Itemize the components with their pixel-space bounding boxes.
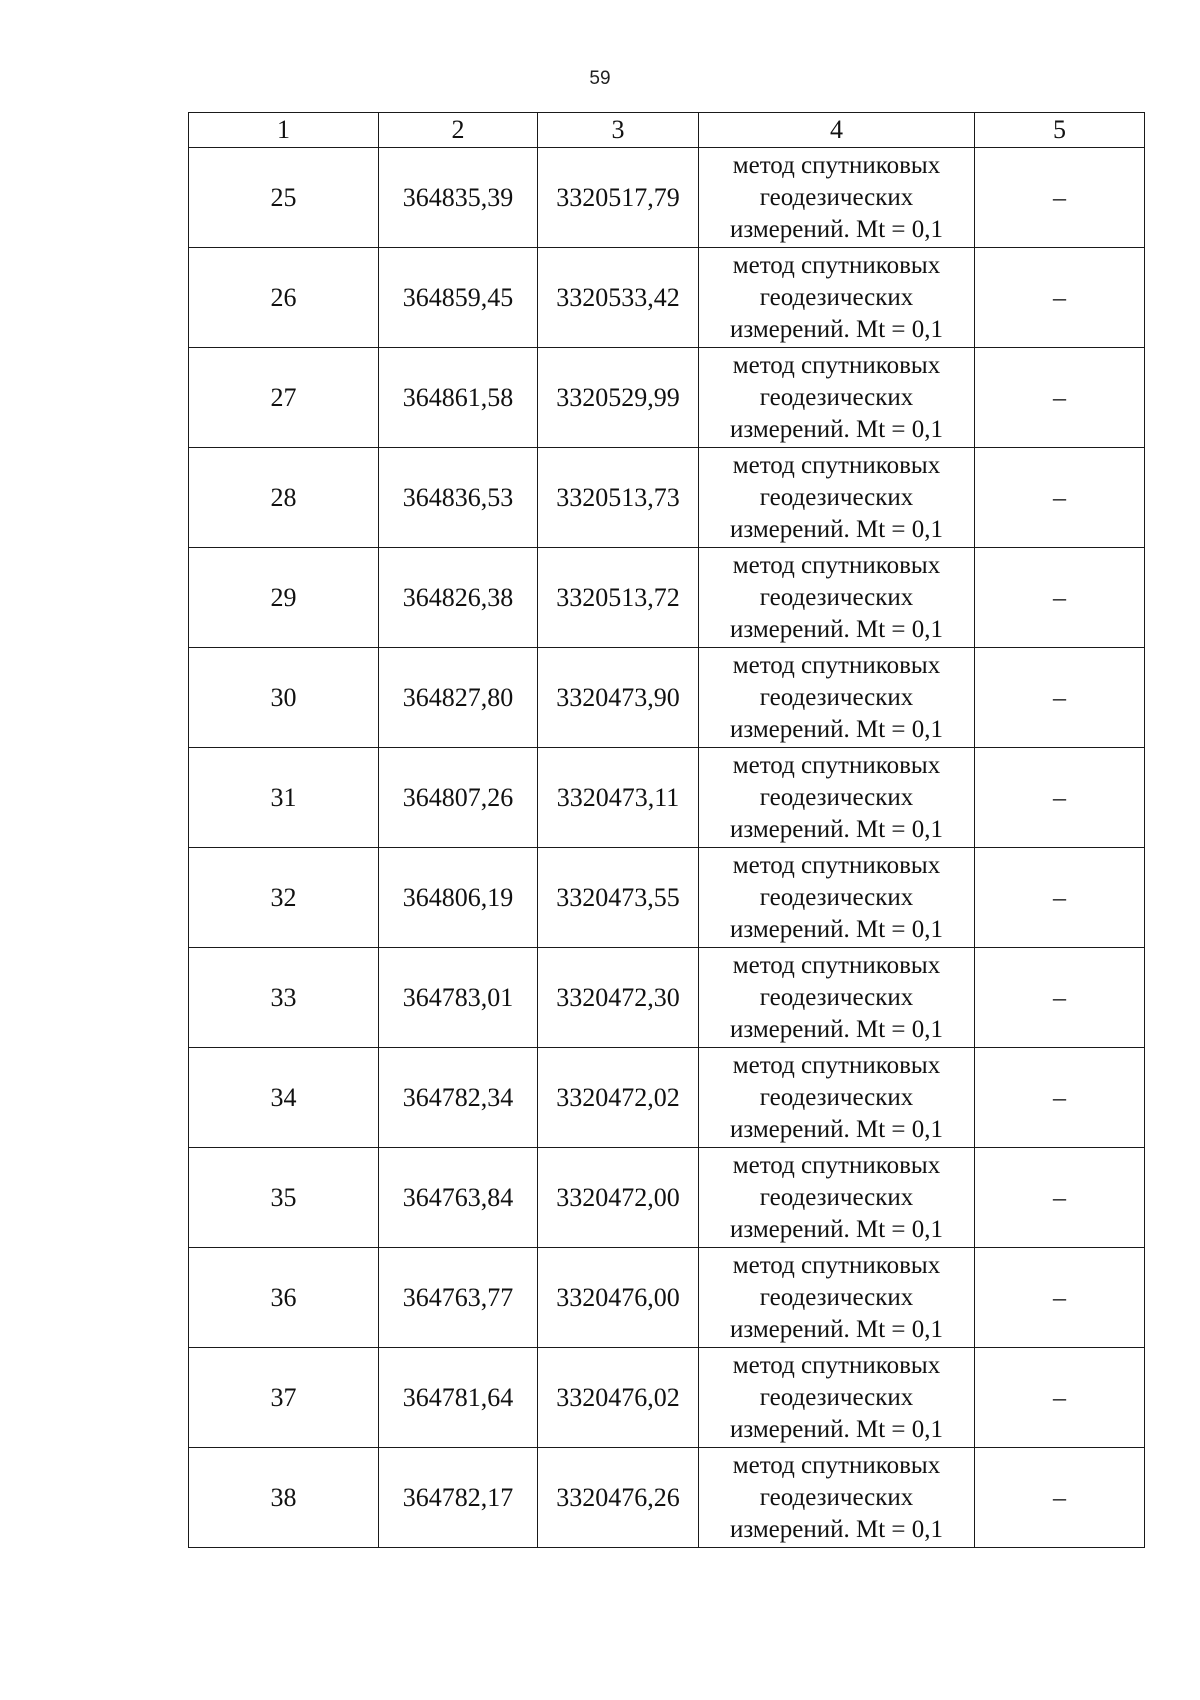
method-line-2: геодезических	[759, 983, 914, 1011]
y-coordinate-cell: 3320513,73	[538, 448, 699, 548]
method-line-1: метод спутниковых	[732, 551, 941, 579]
point-number-cell: 26	[189, 248, 379, 348]
x-coordinate-cell: 364827,80	[379, 648, 538, 748]
y-coordinate-cell: 3320473,55	[538, 848, 699, 948]
note-cell: –	[975, 648, 1145, 748]
table-row	[189, 1348, 1145, 1448]
table-row	[189, 1048, 1145, 1148]
table-row	[189, 1248, 1145, 1348]
method-line-2: геодезических	[759, 683, 914, 711]
method-line-3: измерений. Mt = 0,1	[729, 215, 944, 243]
note-cell: –	[975, 148, 1145, 248]
method-line-1: метод спутниковых	[732, 351, 941, 379]
method-line-2: геодезических	[759, 1283, 914, 1311]
method-line-2: геодезических	[759, 383, 914, 411]
method-line-3: измерений. Mt = 0,1	[729, 315, 944, 343]
note-cell: –	[975, 448, 1145, 548]
header-col-4: 4	[699, 113, 975, 148]
point-number-cell: 35	[189, 1148, 379, 1248]
method-line-2: геодезических	[759, 1083, 914, 1111]
header-col-5: 5	[975, 113, 1145, 148]
method-line-3: измерений. Mt = 0,1	[729, 1415, 944, 1443]
y-coordinate-cell: 3320476,00	[538, 1248, 699, 1348]
note-cell: –	[975, 1048, 1145, 1148]
point-number-cell: 30	[189, 648, 379, 748]
table-row	[189, 648, 1145, 748]
coordinates-table	[188, 112, 1145, 1548]
x-coordinate-cell: 364835,39	[379, 148, 538, 248]
method-cell	[699, 348, 975, 448]
x-coordinate-cell: 364826,38	[379, 548, 538, 648]
method-cell	[699, 1048, 975, 1148]
point-number-cell: 28	[189, 448, 379, 548]
method-line-2: геодезических	[759, 483, 914, 511]
table-row	[189, 148, 1145, 248]
method-cell	[699, 1348, 975, 1448]
point-number-cell: 31	[189, 748, 379, 848]
method-line-3: измерений. Mt = 0,1	[729, 415, 944, 443]
method-line-2: геодезических	[759, 183, 914, 211]
x-coordinate-cell: 364859,45	[379, 248, 538, 348]
method-line-3: измерений. Mt = 0,1	[729, 715, 944, 743]
method-line-3: измерений. Mt = 0,1	[729, 1115, 944, 1143]
method-line-3: измерений. Mt = 0,1	[729, 1015, 944, 1043]
method-line-1: метод спутниковых	[732, 1051, 941, 1079]
y-coordinate-cell: 3320472,02	[538, 1048, 699, 1148]
method-cell	[699, 248, 975, 348]
x-coordinate-cell: 364763,84	[379, 1148, 538, 1248]
header-col-2: 2	[379, 113, 538, 148]
method-cell	[699, 1148, 975, 1248]
y-coordinate-cell: 3320517,79	[538, 148, 699, 248]
note-cell: –	[975, 1348, 1145, 1448]
method-line-1: метод спутниковых	[732, 1251, 941, 1279]
method-line-3: измерений. Mt = 0,1	[729, 1215, 944, 1243]
method-cell	[699, 148, 975, 248]
method-line-2: геодезических	[759, 883, 914, 911]
header-col-3: 3	[538, 113, 699, 148]
method-line-2: геодезических	[759, 783, 914, 811]
note-cell: –	[975, 1148, 1145, 1248]
method-line-2: геодезических	[759, 583, 914, 611]
method-line-3: измерений. Mt = 0,1	[729, 515, 944, 543]
y-coordinate-cell: 3320472,30	[538, 948, 699, 1048]
point-number-cell: 32	[189, 848, 379, 948]
table-row	[189, 248, 1145, 348]
header-row	[189, 113, 1145, 148]
note-cell: –	[975, 248, 1145, 348]
method-cell	[699, 548, 975, 648]
method-line-1: метод спутниковых	[732, 1151, 941, 1179]
method-line-2: геодезических	[759, 283, 914, 311]
method-line-1: метод спутниковых	[732, 951, 941, 979]
method-cell	[699, 448, 975, 548]
point-number-cell: 25	[189, 148, 379, 248]
method-line-2: геодезических	[759, 1483, 914, 1511]
header-col-1: 1	[189, 113, 379, 148]
point-number-cell: 27	[189, 348, 379, 448]
method-line-3: измерений. Mt = 0,1	[729, 915, 944, 943]
x-coordinate-cell: 364861,58	[379, 348, 538, 448]
method-cell	[699, 1448, 975, 1548]
point-number-cell: 36	[189, 1248, 379, 1348]
y-coordinate-cell: 3320473,90	[538, 648, 699, 748]
x-coordinate-cell: 364807,26	[379, 748, 538, 848]
point-number-cell: 38	[189, 1448, 379, 1548]
point-number-cell: 34	[189, 1048, 379, 1148]
table-body	[189, 148, 1145, 1548]
method-cell	[699, 848, 975, 948]
table-row	[189, 848, 1145, 948]
note-cell: –	[975, 1248, 1145, 1348]
method-line-1: метод спутниковых	[732, 651, 941, 679]
y-coordinate-cell: 3320472,00	[538, 1148, 699, 1248]
method-line-2: геодезических	[759, 1183, 914, 1211]
method-line-3: измерений. Mt = 0,1	[729, 615, 944, 643]
note-cell: –	[975, 948, 1145, 1048]
method-line-3: измерений. Mt = 0,1	[729, 815, 944, 843]
x-coordinate-cell: 364763,77	[379, 1248, 538, 1348]
method-line-1: метод спутниковых	[732, 451, 941, 479]
x-coordinate-cell: 364781,64	[379, 1348, 538, 1448]
page-number: 59	[589, 68, 611, 89]
method-cell	[699, 648, 975, 748]
note-cell: –	[975, 1448, 1145, 1548]
table-row	[189, 448, 1145, 548]
method-cell	[699, 1248, 975, 1348]
method-line-3: измерений. Mt = 0,1	[729, 1315, 944, 1343]
y-coordinate-cell: 3320476,02	[538, 1348, 699, 1448]
table-row	[189, 948, 1145, 1048]
method-line-1: метод спутниковых	[732, 851, 941, 879]
y-coordinate-cell: 3320533,42	[538, 248, 699, 348]
x-coordinate-cell: 364836,53	[379, 448, 538, 548]
note-cell: –	[975, 748, 1145, 848]
point-number-cell: 29	[189, 548, 379, 648]
table-row	[189, 548, 1145, 648]
table-row	[189, 748, 1145, 848]
point-number-cell: 37	[189, 1348, 379, 1448]
method-line-2: геодезических	[759, 1383, 914, 1411]
table-header	[189, 113, 1145, 148]
x-coordinate-cell: 364782,34	[379, 1048, 538, 1148]
y-coordinate-cell: 3320473,11	[538, 748, 699, 848]
x-coordinate-cell: 364782,17	[379, 1448, 538, 1548]
table-row	[189, 348, 1145, 448]
method-line-3: измерений. Mt = 0,1	[729, 1515, 944, 1543]
method-line-1: метод спутниковых	[732, 1451, 941, 1479]
y-coordinate-cell: 3320476,26	[538, 1448, 699, 1548]
method-line-1: метод спутниковых	[732, 751, 941, 779]
method-line-1: метод спутниковых	[732, 251, 941, 279]
method-cell	[699, 748, 975, 848]
note-cell: –	[975, 548, 1145, 648]
x-coordinate-cell: 364783,01	[379, 948, 538, 1048]
y-coordinate-cell: 3320513,72	[538, 548, 699, 648]
method-line-1: метод спутниковых	[732, 151, 941, 179]
note-cell: –	[975, 348, 1145, 448]
point-number-cell: 33	[189, 948, 379, 1048]
note-cell: –	[975, 848, 1145, 948]
table-row	[189, 1448, 1145, 1548]
table-row	[189, 1148, 1145, 1248]
x-coordinate-cell: 364806,19	[379, 848, 538, 948]
method-cell	[699, 948, 975, 1048]
method-line-1: метод спутниковых	[732, 1351, 941, 1379]
y-coordinate-cell: 3320529,99	[538, 348, 699, 448]
